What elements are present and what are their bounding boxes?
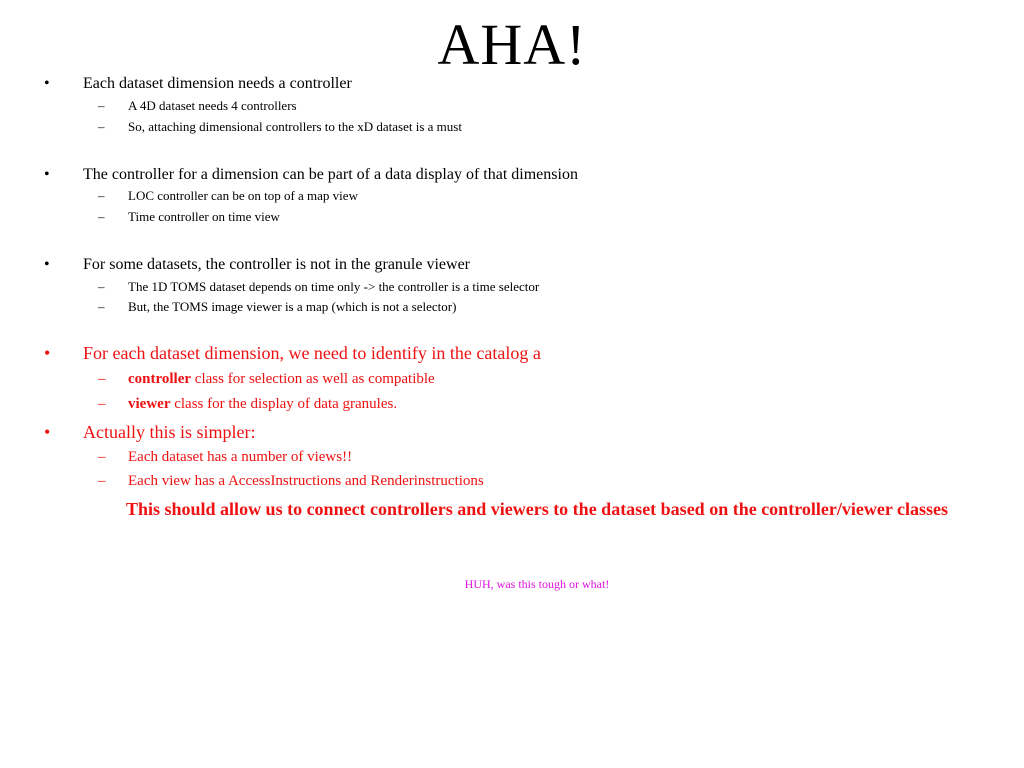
dash-marker: –	[98, 188, 105, 203]
dash-marker: –	[98, 396, 106, 412]
sub-bullet-loc-controller: LOC controller can be on top of a map view	[128, 188, 358, 203]
dash-marker: –	[98, 299, 105, 314]
bullet-granule-viewer: For some datasets, the controller is not in the granule viewer	[83, 256, 471, 273]
controller-keyword: controller	[128, 371, 192, 387]
sub-bullet-time-controller: Time controller on time view	[128, 209, 280, 224]
sub-bullet-access-render-instructions: Each view has a AccessInstructions and Renderinstructions	[128, 473, 484, 489]
viewer-class-text: class for the display of data granules.	[170, 396, 398, 412]
sub-bullet-4d-controllers: A 4D dataset needs 4 controllers	[128, 98, 297, 113]
controller-class-text: class for selection as well as compatible	[191, 371, 435, 387]
bullet-identify-in-catalog: For each dataset dimension, we need to identify in the catalog a	[83, 343, 541, 363]
dash-marker: –	[98, 119, 105, 134]
slide-title: AHA!	[437, 12, 587, 77]
sub-bullet-controller-class	[128, 370, 435, 389]
sub-bullet-toms-image-viewer: But, the TOMS image viewer is a map (which is not a selector)	[128, 299, 457, 314]
bullet-marker: •	[44, 343, 51, 363]
sub-bullet-number-of-views: Each dataset has a number of views!!	[128, 449, 353, 465]
dash-marker: –	[98, 209, 105, 224]
dash-marker: –	[98, 98, 105, 113]
dash-marker: –	[98, 371, 106, 387]
dash-marker: –	[98, 279, 105, 294]
dash-marker: –	[98, 449, 106, 465]
bullet-marker: •	[44, 75, 50, 92]
bullet-controller-data-display: The controller for a dimension can be part of a data display of that dimension	[83, 166, 578, 183]
bullet-actually-simpler: Actually this is simpler:	[83, 422, 256, 442]
viewer-keyword: viewer	[128, 396, 171, 412]
bullet-marker: •	[44, 256, 50, 273]
bullet-marker: •	[44, 422, 51, 442]
sub-bullet-viewer-class	[128, 395, 397, 414]
bullet-dataset-dimension-controller: Each dataset dimension needs a controller	[83, 75, 352, 92]
dash-marker: –	[98, 473, 106, 489]
bullet-marker: •	[44, 166, 50, 183]
sub-bullet-toms-dataset: The 1D TOMS dataset depends on time only -> the controller is a time selector	[128, 279, 540, 294]
footer-note: HUH, was this tough or what!	[464, 577, 610, 591]
sub-bullet-attaching-controllers: So, attaching dimensional controllers to the xD dataset is a must	[128, 119, 462, 134]
conclusion-statement: This should allow us to connect controllers and viewers to the dataset based on the controller/viewer classes	[126, 499, 948, 519]
